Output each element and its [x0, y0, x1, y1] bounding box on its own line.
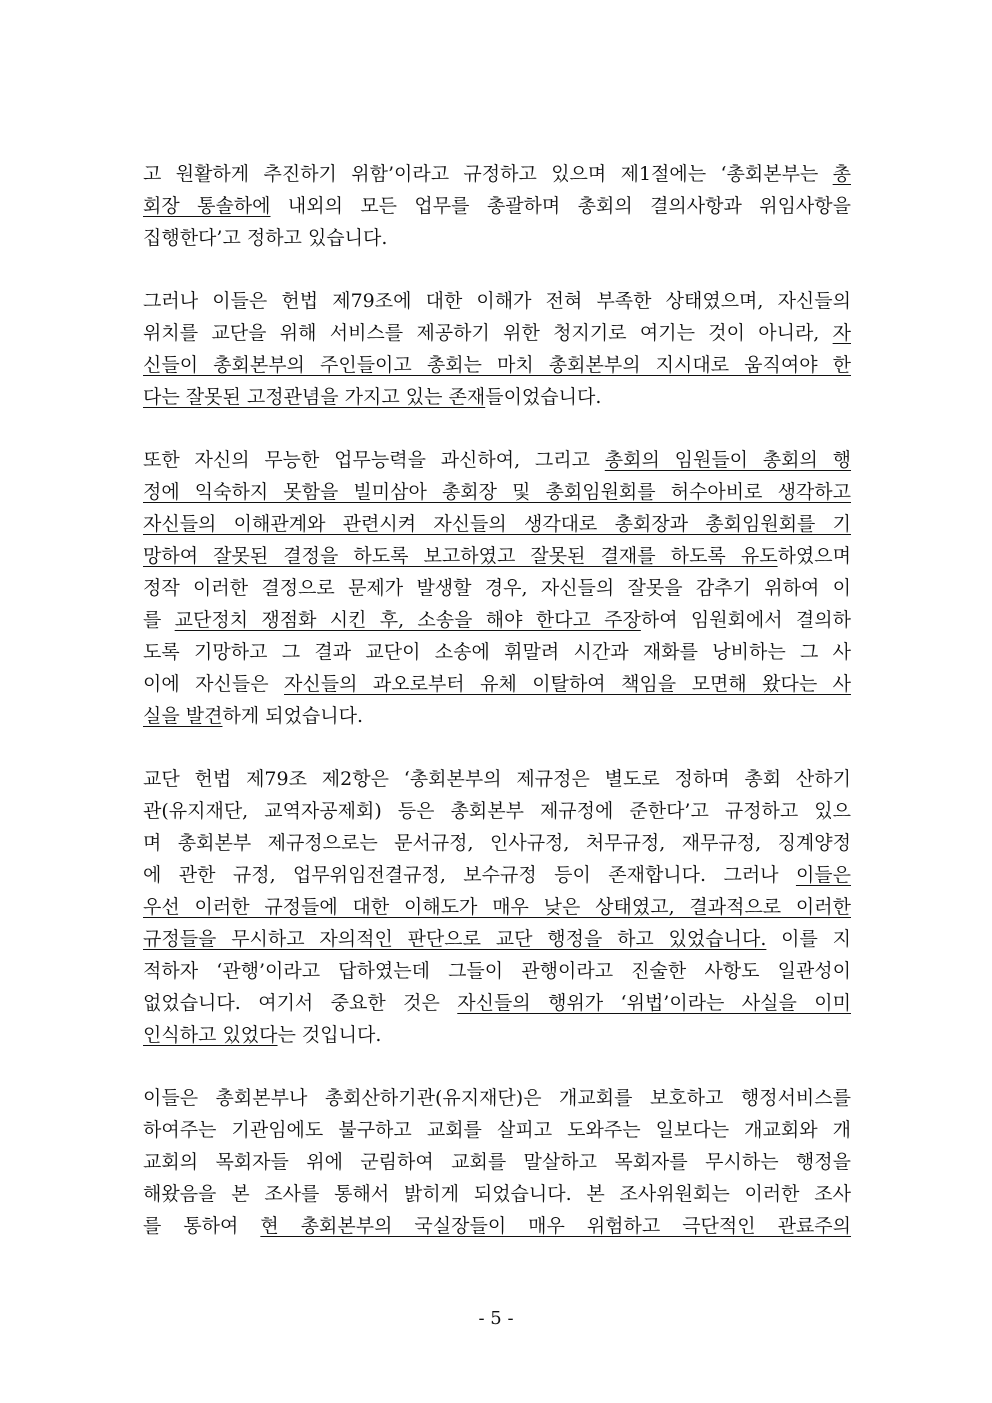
text-line	[143, 763, 851, 795]
text-line	[143, 381, 851, 413]
text-segment: 이들은 총회본부나 총회산하기관(유지재단)은 개교회를 보호하고 행정서비스를	[143, 1087, 851, 1109]
paragraph	[143, 158, 851, 254]
text-segment: 위치를 교단을 위해 서비스를 제공하기 위한 청지기로 여기는 것이 아니라,	[143, 322, 833, 344]
underlined-text: 현 총회본부의 국실장들이 매우 위험하고 극단적인 관료주의	[260, 1215, 852, 1237]
underlined-text: 교단정치 쟁점화 시킨 후, 소송을 해야 한다고 주장	[174, 609, 641, 631]
underlined-text: 다는 잘못된 고정관념을 가지고 있는 존재	[143, 386, 486, 408]
underlined-text: 총회의 임원들이 총회의 행	[604, 449, 852, 471]
text-segment: 는 것입니다.	[277, 1024, 382, 1046]
underlined-text: 인식하고 있었다	[143, 1024, 278, 1046]
text-segment: 며 총회본부 제규정으로는 문서규정, 인사규정, 처무규정, 재무규정, 징계양정	[143, 832, 851, 854]
underlined-text: 자신들의 이해관계와 관련시켜 자신들의 생각대로 총회장과 총회임원회를 기	[143, 513, 851, 535]
underlined-text: 이들은	[795, 864, 851, 886]
text-segment: 교회의 목회자들 위에 군림하여 교회를 말살하고 목회자를 무시하는 행정을	[143, 1151, 851, 1173]
text-line	[143, 1082, 851, 1114]
text-segment: 를	[143, 609, 175, 631]
text-segment: 이에 자신들은	[143, 673, 285, 695]
body-text	[143, 158, 851, 1273]
text-line	[143, 636, 851, 668]
text-segment: 집행한다’고 정하고 있습니다.	[143, 227, 388, 249]
text-segment: 이를 지	[766, 928, 851, 950]
text-segment: 를 통하여	[143, 1215, 261, 1237]
text-segment: 적하자 ‘관행’이라고 답하였는데 그들이 관행이라고 진술한 사항도 일관성이	[143, 960, 851, 982]
text-line	[143, 955, 851, 987]
text-line	[143, 1178, 851, 1210]
text-segment: 하게 되었습니다.	[222, 705, 364, 727]
text-line	[143, 795, 851, 827]
text-segment: 관(유지재단, 교역자공제회) 등은 총회본부 제규정에 준한다’고 규정하고 있으	[143, 800, 851, 822]
underlined-text: 정에 익숙하지 못함을 빌미삼아 총회장 및 총회임원회를 허수아비로 생각하고	[143, 481, 851, 503]
text-line	[143, 317, 851, 349]
text-line	[143, 700, 851, 732]
text-segment: 해왔음을 본 조사를 통해서 밝히게 되었습니다. 본 조사위원회는 이러한 조사	[143, 1183, 851, 1205]
text-line	[143, 1146, 851, 1178]
text-line	[143, 668, 851, 700]
text-line	[143, 158, 851, 190]
text-line	[143, 476, 851, 508]
text-line	[143, 222, 851, 254]
underlined-text: 회장 통솔하에	[143, 195, 271, 217]
text-segment: 그러나 이들은 헌법 제79조에 대한 이해가 전혀 부족한 상태였으며, 자신들의	[143, 290, 851, 312]
text-segment: 정작 이러한 결정으로 문제가 발생할 경우, 자신들의 잘못을 감추기 위하여 이	[143, 577, 851, 599]
text-segment: 또한 자신의 무능한 업무능력을 과신하여, 그리고	[143, 449, 605, 471]
text-line	[143, 285, 851, 317]
text-segment: 교단 헌법 제79조 제2항은 ‘총회본부의 제규정은 별도로 정하며 총회 산하기	[143, 768, 851, 790]
paragraph	[143, 1082, 851, 1242]
text-segment: 내외의 모든 업무를 총괄하며 총회의 결의사항과 위임사항을	[270, 195, 851, 217]
text-line	[143, 540, 851, 572]
text-line	[143, 923, 851, 955]
underlined-text: 우선 이러한 규정들에 대한 이해도가 매우 낮은 상태였고, 결과적으로 이러한	[143, 896, 851, 918]
text-line	[143, 190, 851, 222]
text-segment: 하여주는 기관임에도 불구하고 교회를 살피고 도와주는 일보다는 개교회와 개	[143, 1119, 851, 1141]
underlined-text: 망하여 잘못된 결정을 하도록 보고하였고 잘못된 결재를 하도록 유도	[143, 545, 778, 567]
text-line	[143, 891, 851, 923]
paragraph	[143, 444, 851, 732]
text-segment: 하여 임원회에서 결의하	[640, 609, 851, 631]
text-line	[143, 1114, 851, 1146]
text-line	[143, 827, 851, 859]
text-line	[143, 444, 851, 476]
text-segment: 하였으며	[777, 545, 851, 567]
paragraph	[143, 285, 851, 413]
text-segment: 들이었습니다.	[485, 386, 602, 408]
underlined-text: 자신들의 과오로부터 유체 이탈하여 책임을 모면해 왔다는 사	[284, 673, 851, 695]
paragraph	[143, 763, 851, 1051]
text-segment: 도록 기망하고 그 결과 교단이 소송에 휘말려 시간과 재화를 낭비하는 그 사	[143, 641, 851, 663]
underlined-text: 실을 발견	[143, 705, 223, 727]
text-line	[143, 859, 851, 891]
underlined-text: 신들이 총회본부의 주인들이고 총회는 마치 총회본부의 지시대로 움직여야 한	[143, 354, 851, 376]
underlined-text: 자	[832, 322, 851, 344]
text-line	[143, 604, 851, 636]
text-line	[143, 1210, 851, 1242]
underlined-text: 총	[832, 163, 851, 185]
underlined-text: 규정들을 무시하고 자의적인 판단으로 교단 행정을 하고 있었습니다.	[143, 928, 767, 950]
page-number: - 5 -	[478, 1308, 514, 1329]
text-line	[143, 349, 851, 381]
text-line	[143, 987, 851, 1019]
text-segment: 고 원활하게 추진하기 위함’이라고 규정하고 있으며 제1절에는 ‘총회본부는	[143, 163, 833, 185]
text-line	[143, 572, 851, 604]
text-line	[143, 508, 851, 540]
text-line	[143, 1019, 851, 1051]
underlined-text: 자신들의 행위가 ‘위법’이라는 사실을 이미	[457, 992, 851, 1014]
text-segment: 에 관한 규정, 업무위임전결규정, 보수규정 등이 존재합니다. 그러나	[143, 864, 796, 886]
text-segment: 없었습니다. 여기서 중요한 것은	[143, 992, 458, 1014]
